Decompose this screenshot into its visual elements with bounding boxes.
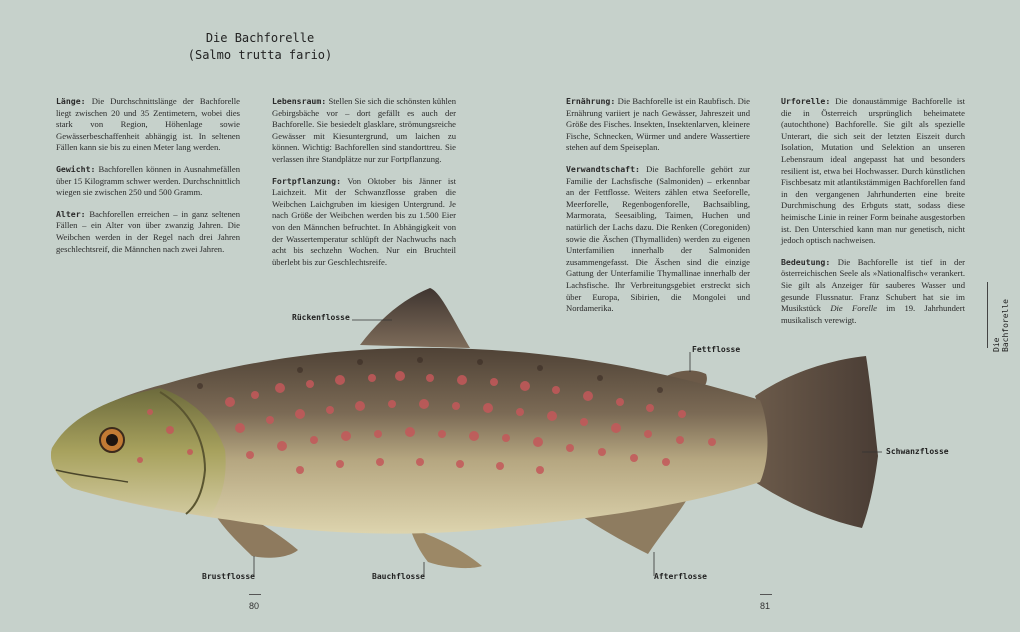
page-number-right: 81 <box>760 601 771 611</box>
section-urforelle: Urforelle: Die donaustämmige Bachforelle ist die in Österreich ursprünglich beheimatete (autochthone) Bachforelle. Sie gilt als spezielle Unterart, die sich seit der letzten Eiszeit durch Isolation, Mutation und Selektion an unseren Lebensraum ideal angepasst hat und besonders resilient ist, etwa bei Hochwasser. Durch künstlichen Fischbesatz mit atlantikstämmigen Bachforellen fand in den vergangenen Jahrhunderten eine breite Durchmischung des Erbguts statt, sodass diese heimische Linie in reiner Form beinahe ausgestorben ist. Den Unterschied kann man nur genetisch, nicht jedoch optisch nachweisen. <box>781 96 965 246</box>
tail-fin <box>755 356 878 528</box>
label-schwanzflosse: Schwanzflosse <box>886 447 949 456</box>
fish-pupil <box>106 434 118 446</box>
section-fortpflanzung: Fortpflanzung: Von Oktober bis Jänner ist Laichzeit. Mit der Schwanzflosse graben die Weibchen Laichgruben im kiesigen Untergrund. Je nach Größe der Weibchen werden bis zu 1.500 Eier von den Männchen befruchtet. In Abhängigkeit von der Wassertemperatur schlüpft der Nachwuchs nach acht bis sechzehn Wochen. Nur ein Bruchteil überlebt bis zur Geschlechtsreife. <box>272 175 456 267</box>
title-common-name: Die Bachforelle <box>205 31 315 45</box>
label-rueckenflosse: Rückenflosse <box>292 313 350 322</box>
label-fettflosse: Fettflosse <box>692 345 741 354</box>
label-afterflosse: Afterflosse <box>654 572 707 581</box>
dorsal-fin <box>360 288 470 348</box>
running-head-rule <box>987 282 988 348</box>
label-bauchflosse: Bauchflosse <box>372 572 425 581</box>
pelvic-fin <box>410 528 482 568</box>
section-alter: Alter: Bachforellen erreichen – in ganz seltenen Fällen – ein Alter von über zwanzig Jahren. Die Weibchen werden in der Regel nach drei Jahren geschlechtsreif, die Männchen nach zwei Jahren. <box>56 208 240 254</box>
label-brustflosse: Brustflosse <box>202 572 255 581</box>
section-verwandtschaft: Verwandtschaft: Die Bachforelle gehört zur Familie der Lachsfische (Salmoniden) – erkennbar an der Fettflosse. Weiters zählen etwa Seeforelle, Meerforelle, Regenbogenforelle, Bachsaibling, Marmorata, Seesaibling, Taimen, Huchen und natürlich der Lachs dazu. Die Renken (Coregoniden) sowie die Äschen (Thymalliden) werden zu eigenen Unterfamilien innerhalb der Salmoniden zusammengefasst. Die Äschen sind die einzige Gattung der Unterfamilie Thymallinae innerhalb der Lachsfische. Ihr Verbreitungsgebiet erstreckt sich über Europa, Sibirien, die Mongolei und Nordamerika. <box>566 163 750 314</box>
section-lebensraum: Lebensraum: Stellen Sie sich die schönsten kühlen Gebirgsbäche vor – dort gefällt es auch der Bachforelle. Sie besiedelt glasklare, strömungsreiche Gewässer mit Kiesuntergrund, um laichen zu können. Wichtig: Bachforellen sind standorttreu. Sie verlassen ihre Standplätze nur zur Fortpflanzung. <box>272 96 456 164</box>
title-latin-name: (Salmo trutta fario) <box>187 48 333 62</box>
section-ernaehrung: Ernährung: Die Bachforelle ist ein Raubfisch. Die Ernährung variiert je nach Gewässer, Jahreszeit und Größe des Fisches. Insekten, Insektenlarven, kleinere Fische, Schnecken, Würmer und andere Wassertiere stehen auf dem Speiseplan. <box>566 96 750 153</box>
section-bedeutung: Bedeutung: Die Bachforelle ist tief in der österreichischen Seele als »Nationalfisch« verankert. Sie gilt als Anzeiger für sauberes Wasser und gesunde Flussnatur. Franz Schubert hat sie im Musikstück Die Forelle im 19. Jahrhundert musikalisch verewigt. <box>781 256 965 325</box>
section-laenge: Länge: Die Durchschnittslänge der Bachforelle liegt zwischen 20 und 35 Zentimetern, wobei dies stark von Region, Höhenlage sowie Gewässerbeschaffenheit abhängig ist. In seltenen Fällen kann sie bis zu einen Meter lang werden. <box>56 96 240 153</box>
page-number-left: 80 <box>249 601 260 611</box>
section-gewicht: Gewicht: Bachforellen können in Ausnahmefällen über 15 Kilogramm schwer werden. Durchschnittlich wiegen sie zwischen 250 und 500 Gramm. <box>56 163 240 198</box>
running-head: Die Bachforelle <box>992 299 1010 352</box>
